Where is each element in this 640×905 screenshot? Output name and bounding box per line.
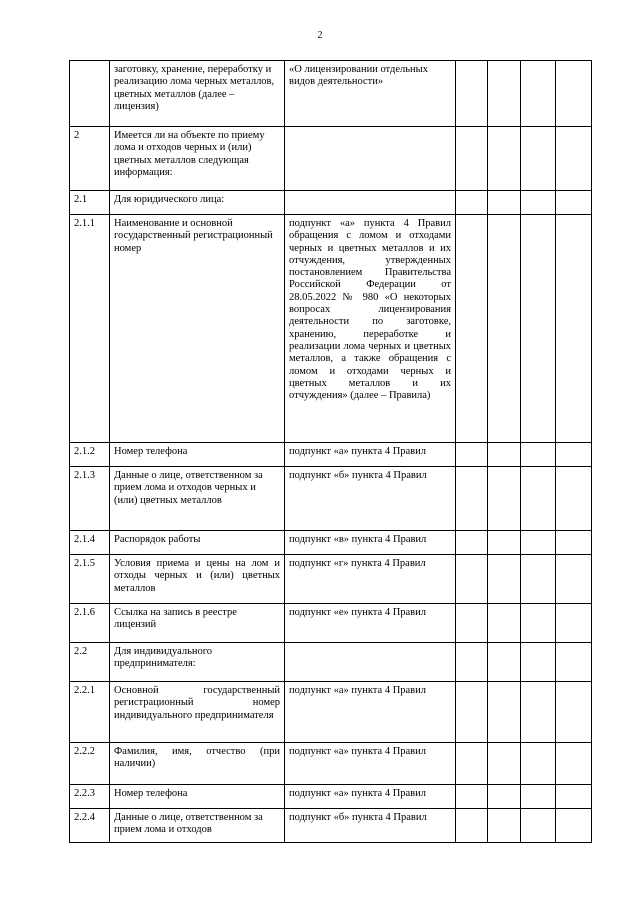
answer-na-cell[interactable] [521,443,556,467]
requirement-text: Распорядок работы [110,531,285,555]
table-row [70,604,592,643]
item-number: 2.1.5 [70,555,110,604]
notes-cell[interactable] [556,531,592,555]
answer-na-cell[interactable] [521,61,556,127]
table-row [70,215,592,443]
legal-basis [285,643,456,682]
answer-yes-cell[interactable] [456,555,488,604]
table-row [70,785,592,809]
answer-no-cell[interactable] [488,809,521,843]
answer-na-cell[interactable] [521,467,556,531]
legal-basis: подпункт «а» пункта 4 Правил [285,682,456,743]
answer-na-cell[interactable] [521,191,556,215]
answer-no-cell[interactable] [488,785,521,809]
answer-yes-cell[interactable] [456,467,488,531]
table-row [70,555,592,604]
answer-no-cell[interactable] [488,215,521,443]
notes-cell[interactable] [556,743,592,785]
table-row [70,61,592,127]
requirement-text: заготовку, хранение, переработку и реализацию лома черных металлов, цветных металлов (далее – лицензия) [110,61,285,127]
legal-basis [285,191,456,215]
requirement-text: Номер телефона [110,785,285,809]
notes-cell[interactable] [556,785,592,809]
notes-cell[interactable] [556,61,592,127]
item-number: 2.1.4 [70,531,110,555]
requirement-text: Для юридического лица: [110,191,285,215]
table-row [70,682,592,743]
answer-na-cell[interactable] [521,555,556,604]
notes-cell[interactable] [556,809,592,843]
notes-cell[interactable] [556,127,592,191]
answer-na-cell[interactable] [521,215,556,443]
notes-cell[interactable] [556,443,592,467]
requirement-text: Данные о лице, ответственном за прием лома и отходов [110,809,285,843]
answer-no-cell[interactable] [488,682,521,743]
table-row [70,531,592,555]
requirement-text: Ссылка на запись в реестре лицензий [110,604,285,643]
answer-yes-cell[interactable] [456,604,488,643]
item-number: 2.1.1 [70,215,110,443]
requirement-text: Данные о лице, ответственном за прием лома и отходов черных и (или) цветных металлов [110,467,285,531]
answer-no-cell[interactable] [488,443,521,467]
notes-cell[interactable] [556,191,592,215]
table-row [70,643,592,682]
table-row [70,467,592,531]
item-number: 2.1.6 [70,604,110,643]
table-row [70,127,592,191]
item-number: 2.2.1 [70,682,110,743]
answer-yes-cell[interactable] [456,61,488,127]
legal-basis: подпункт «а» пункта 4 Правил [285,743,456,785]
legal-basis: подпункт «е» пункта 4 Правил [285,604,456,643]
table-row [70,743,592,785]
item-number: 2.1 [70,191,110,215]
answer-yes-cell[interactable] [456,443,488,467]
answer-yes-cell[interactable] [456,785,488,809]
notes-cell[interactable] [556,643,592,682]
answer-na-cell[interactable] [521,743,556,785]
legal-basis: подпункт «в» пункта 4 Правил [285,531,456,555]
item-number: 2.2 [70,643,110,682]
notes-cell[interactable] [556,604,592,643]
answer-yes-cell[interactable] [456,809,488,843]
requirement-text: Имеется ли на объекте по приему лома и отходов черных и (или) цветных металлов следующая информация: [110,127,285,191]
answer-yes-cell[interactable] [456,643,488,682]
legal-basis: подпункт «а» пункта 4 Правил [285,785,456,809]
item-number: 2.2.3 [70,785,110,809]
answer-yes-cell[interactable] [456,191,488,215]
item-number: 2.1.3 [70,467,110,531]
item-number: 2 [70,127,110,191]
answer-na-cell[interactable] [521,809,556,843]
table-row [70,809,592,843]
answer-no-cell[interactable] [488,467,521,531]
answer-yes-cell[interactable] [456,682,488,743]
answer-no-cell[interactable] [488,191,521,215]
item-number: 2.2.4 [70,809,110,843]
requirement-text: Номер телефона [110,443,285,467]
requirement-text: Наименование и основной государственный регистрационный номер [110,215,285,443]
legal-basis: подпункт «а» пункта 4 Правил [285,443,456,467]
answer-no-cell[interactable] [488,127,521,191]
requirement-text: Условия приема и цены на лом и отходы черных и (или) цветных металлов [110,555,285,604]
answer-yes-cell[interactable] [456,127,488,191]
notes-cell[interactable] [556,467,592,531]
notes-cell[interactable] [556,215,592,443]
answer-no-cell[interactable] [488,604,521,643]
item-number: 2.1.2 [70,443,110,467]
legal-basis [285,127,456,191]
table-row [70,443,592,467]
notes-cell[interactable] [556,682,592,743]
answer-yes-cell[interactable] [456,531,488,555]
legal-basis: подпункт «б» пункта 4 Правил [285,809,456,843]
notes-cell[interactable] [556,555,592,604]
legal-basis: подпункт «а» пункта 4 Правил обращения с ломом и отходами черных и цветных металлов и их отчуждения, утвержденных постановлением Правительства Российской Федерации от 28.05.2022 № 980 «О некоторых вопросах лицензирования деятельности по заготовке, хранению, переработке и реализации лома черных и цветных металлов, а также обращения с ломом и отходами черных и цветных металлов и их отчуждения» (далее – Правила) [285,215,456,443]
item-number: 2.2.2 [70,743,110,785]
table-row [70,191,592,215]
item-number [70,61,110,127]
answer-na-cell[interactable] [521,604,556,643]
page-number: 2 [317,30,323,41]
answer-yes-cell[interactable] [456,215,488,443]
legal-basis: подпункт «г» пункта 4 Правил [285,555,456,604]
answer-no-cell[interactable] [488,531,521,555]
requirement-text: Для индивидуального предпринимателя: [110,643,285,682]
legal-basis: подпункт «б» пункта 4 Правил [285,467,456,531]
requirement-text: Основной государственный регистрационный номер индивидуального предпринимателя [110,682,285,743]
answer-no-cell[interactable] [488,555,521,604]
checklist-table [69,60,592,843]
answer-no-cell[interactable] [488,743,521,785]
answer-na-cell[interactable] [521,643,556,682]
answer-na-cell[interactable] [521,531,556,555]
answer-na-cell[interactable] [521,127,556,191]
answer-yes-cell[interactable] [456,743,488,785]
answer-na-cell[interactable] [521,682,556,743]
answer-na-cell[interactable] [521,785,556,809]
answer-no-cell[interactable] [488,643,521,682]
legal-basis: «О лицензировании отдельных видов деятельности» [285,61,456,127]
requirement-text: Фамилия, имя, отчество (при наличии) [110,743,285,785]
answer-no-cell[interactable] [488,61,521,127]
